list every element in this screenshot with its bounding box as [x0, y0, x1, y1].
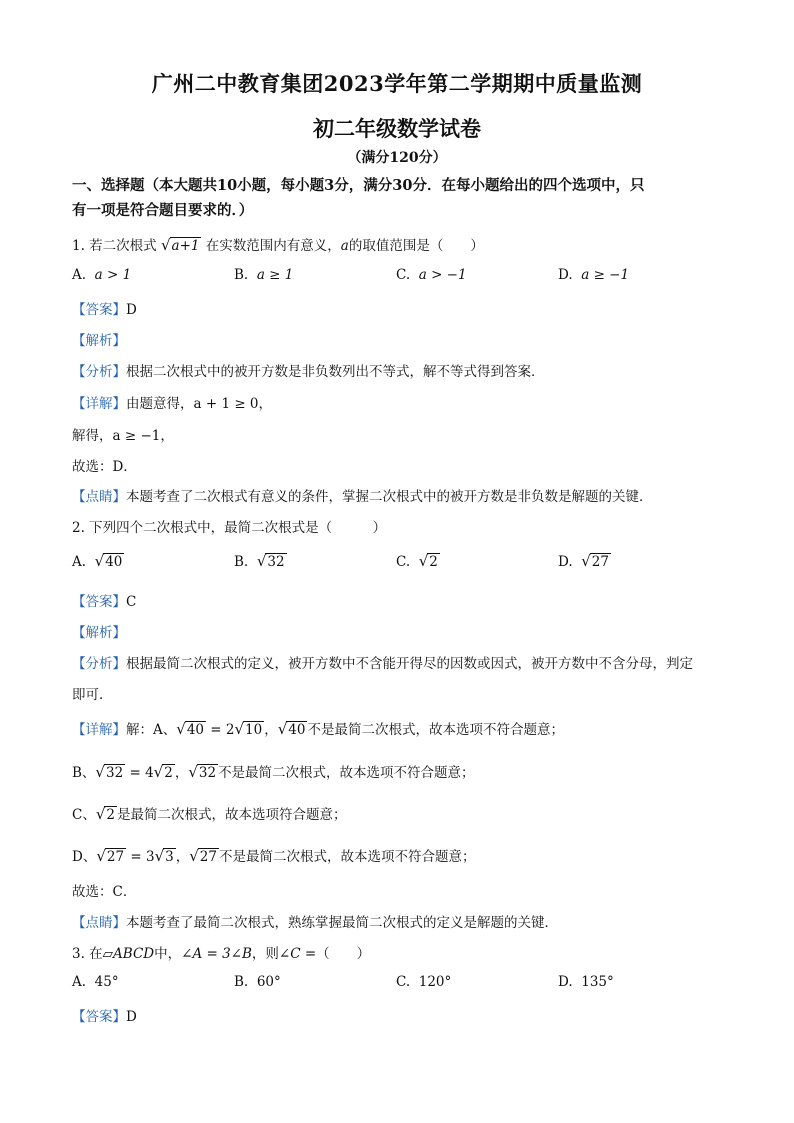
answer-value: C: [126, 594, 137, 610]
q3-stem-suffix: （ ）: [316, 946, 371, 962]
exam-title: 广州二中教育集团2023学年第二学期期中质量监测: [151, 71, 643, 96]
q1-option-c-letter: C.: [396, 267, 411, 283]
comment-tag: 【点睛】: [72, 489, 126, 505]
q3-option-d-text: 135°: [581, 974, 614, 990]
exam-subtitle: 初二年级数学试卷: [313, 116, 481, 141]
q2-option-b-radicand: 32: [267, 554, 285, 570]
q1-radicand: a+1: [171, 238, 200, 254]
detail-b-prefix: B、: [72, 765, 96, 781]
analysis-text: 根据二次根式中的被开方数是非负数列出不等式，解不等式得到答案．: [126, 364, 545, 380]
detail-tag: 【详解】: [72, 396, 126, 412]
detail-c-prefix: C、: [72, 807, 96, 823]
q3-option-a: [72, 974, 119, 990]
q2-comment: [72, 911, 558, 931]
detail-a-prefix: 解：A、: [126, 722, 177, 738]
q2-option-a: A. √40: [72, 552, 123, 570]
analysis-tag: 【分析】: [72, 364, 126, 380]
detail-tag: 【详解】: [72, 722, 126, 738]
q2-analysis-1: [72, 652, 693, 672]
q1-option-b: [234, 267, 293, 283]
score-note: （满分120分）: [347, 150, 447, 166]
q3-stem: [72, 942, 370, 962]
answer-tag: 【答案】: [72, 594, 126, 610]
q1-detail-1: [72, 392, 272, 412]
comment-text: 本题考查了二次根式有意义的条件，掌握二次根式中的被开方数是非负数是解题的关键．: [126, 489, 653, 505]
q1-option-d-letter: D.: [558, 267, 573, 283]
q2-detail-end: 故选：C．: [72, 884, 137, 900]
detail-d-text: 不是最简二次根式，故本选项不符合题意；: [218, 849, 476, 865]
q2-detail-a: 【详解】解：A、√40 = 2√10 ，√40 不是最简二次根式，故本选项不符合题意；: [72, 720, 564, 738]
q3-stem-ask: ∠C =: [278, 946, 317, 962]
q2-analysis-2: 即可．: [72, 687, 113, 703]
q3-option-b-text: 60°: [256, 974, 281, 990]
comment-text: 本题考查了最简二次根式，熟练掌握最简二次根式的定义是解题的关键．: [126, 915, 558, 931]
q1-comment: [72, 485, 653, 505]
q1-option-d-text: a ≥ −1: [581, 267, 630, 283]
q2-option-d-radicand: 27: [591, 554, 609, 570]
q1-detail-3: 故选：D．: [72, 459, 137, 475]
q2-option-c-radicand: 2: [429, 554, 438, 570]
q1-option-c-text: a > −1: [418, 267, 467, 283]
q3-option-d: [558, 974, 614, 990]
q3-stem-cond: ∠A = 3∠B: [181, 946, 252, 962]
q2-detail-b: B、√32 = 4√2 ，√32 不是最简二次根式，故本选项不符合题意；: [72, 763, 475, 781]
detail-text: 由题意得，a + 1 ≥ 0，: [126, 396, 273, 412]
q3-option-d-letter: D.: [558, 974, 573, 990]
q1-option-c: [396, 267, 467, 283]
q3-answer: [72, 1005, 137, 1025]
q2-option-d: D. √27: [558, 552, 609, 570]
q2-option-b: B. √32: [234, 552, 285, 570]
detail-c-text: 是最简二次根式，故本选项符合题意；: [117, 807, 347, 823]
q1-stem-var: a: [340, 238, 349, 254]
analysis-tag: 【分析】: [72, 656, 126, 672]
answer-tag: 【答案】: [72, 302, 126, 318]
q3-option-a-letter: A.: [72, 974, 87, 990]
q1-detail-2: 解得，a ≥ −1，: [72, 428, 174, 444]
q2-option-a-radicand: 40: [105, 554, 123, 570]
q3-option-c: [396, 974, 451, 990]
q2-detail-c: C、√2 是最简二次根式，故本选项符合题意；: [72, 805, 347, 823]
q2-option-c-letter: C.: [396, 554, 411, 570]
q2-option-a-letter: A.: [72, 554, 87, 570]
q1-option-d: [558, 267, 629, 283]
q1-option-b-text: a ≥ 1: [256, 267, 294, 283]
q1-option-a-letter: A.: [72, 267, 87, 283]
q2-detail-d: D、√27 = 3√3 ，√27 不是最简二次根式，故本选项不符合题意；: [72, 847, 476, 865]
q1-stem: [72, 234, 484, 254]
q3-option-b: [234, 974, 281, 990]
detail-d-prefix: D、: [72, 849, 97, 865]
q3-option-a-text: 45°: [94, 974, 119, 990]
detail-a-text: 不是最简二次根式，故本选项不符合题意；: [307, 722, 564, 738]
answer-value: D: [126, 302, 137, 318]
q2-option-d-letter: D.: [558, 554, 573, 570]
q1-option-a-text: a > 1: [94, 267, 132, 283]
q3-stem-q: ，则: [251, 946, 279, 962]
q1-stem-mid: 在实数范围内有意义，: [205, 238, 341, 254]
q2-jiexi-tag: 【解析】: [72, 625, 126, 641]
q3-stem-prefix: 3. 在: [72, 946, 103, 962]
q2-answer: [72, 590, 136, 610]
q1-stem-suffix: 的取值范围是（ ）: [348, 238, 484, 254]
answer-value: D: [126, 1009, 137, 1025]
section-heading-line1: 一、选择题（本大题共10小题，每小题3分，满分30分．在每小题给出的四个选项中，只: [72, 177, 645, 194]
analysis-text: 根据最简二次根式的定义，被开方数中不含能开得尽的因数或因式，被开方数中不含分母，判定: [126, 656, 693, 672]
q2-option-b-letter: B.: [234, 554, 249, 570]
detail-b-text: 不是最简二次根式，故本选项不符合题意；: [218, 765, 475, 781]
q3-stem-shape: ▱ABCD: [102, 946, 155, 962]
q2-stem: 2. 下列四个二次根式中，最简二次根式是（ ）: [72, 520, 387, 536]
q1-answer: [72, 298, 137, 318]
q1-option-b-letter: B.: [234, 267, 249, 283]
q3-stem-mid: 中，: [154, 946, 182, 962]
q1-stem-prefix: 1. 若二次根式: [72, 238, 157, 254]
q3-option-c-letter: C.: [396, 974, 411, 990]
q3-option-c-text: 120°: [418, 974, 452, 990]
q1-sqrt: √a+1: [160, 236, 200, 254]
q3-option-b-letter: B.: [234, 974, 249, 990]
q1-jiexi-tag: 【解析】: [72, 333, 126, 349]
comment-tag: 【点睛】: [72, 915, 126, 931]
q2-option-c: C. √2: [396, 552, 438, 570]
section-heading-line2: 有一项是符合题目要求的．）: [72, 202, 254, 219]
q1-analysis: [72, 360, 545, 380]
q1-option-a: [72, 267, 131, 283]
answer-tag: 【答案】: [72, 1009, 126, 1025]
